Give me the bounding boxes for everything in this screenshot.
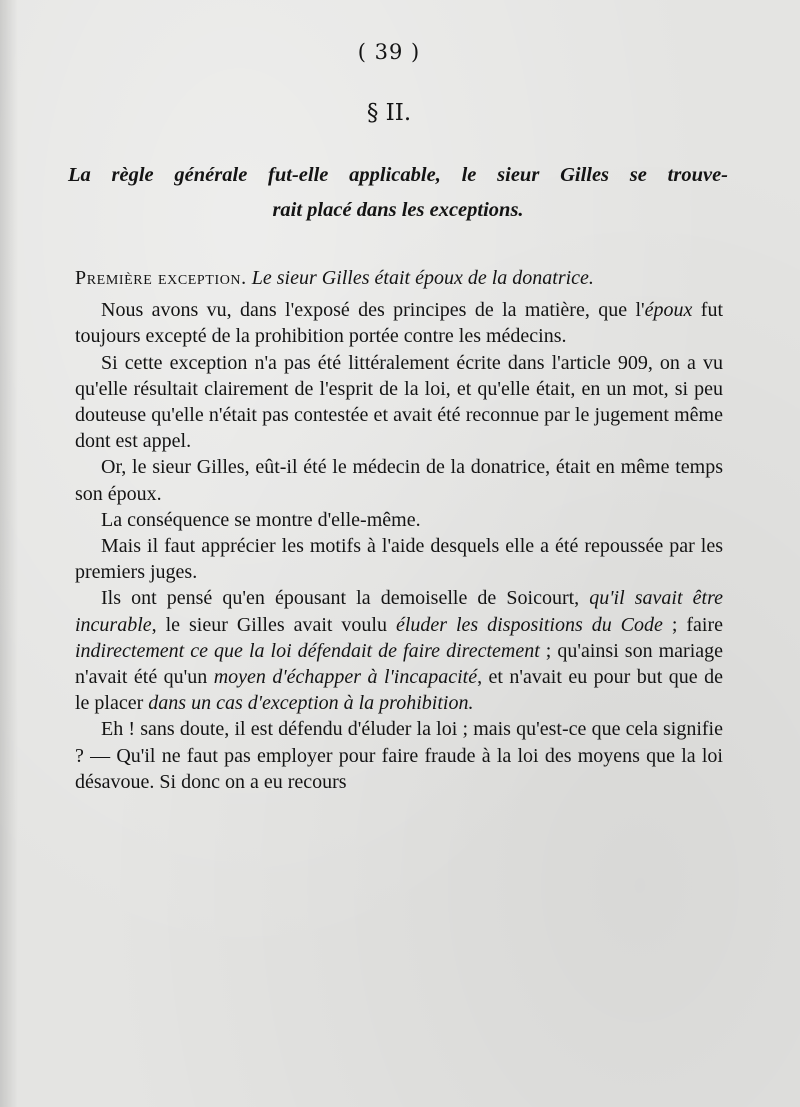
section-title-line-2: rait placé dans les exceptions. [272,199,524,221]
paragraph-text: ; qu'ainsi son mariage n'avait été qu'un [75,639,724,689]
emphasis-text: éluder les dispositions du Code [395,613,663,636]
exception-statement: Le sieur Gilles était époux de la donatrice. [246,267,594,289]
exception-label: Première exception. [75,267,247,289]
paragraph-text: ; faire [662,613,723,636]
paragraph-text: , et n'avait eu pour but que de le placer [75,666,723,715]
emphasis-text: dans un cas d'exception à la prohibition. [148,692,474,715]
emphasis-text: époux [644,299,693,322]
emphasis-text: moyen d'échapper à l'incapacité [213,666,478,689]
paragraph-text: , le sieur Gilles avait voulu [151,613,396,636]
paragraph: La conséquence se montre d'elle-même. [101,508,421,531]
paragraph: Or, le sieur Gilles, eût-il été le médecin de la donatrice, était en même temps son époux. [75,456,723,505]
paragraph [75,297,723,349]
paragraph: Eh ! sans doute, il est défendu d'éluder la loi ; mais qu'est-ce que cela signifie ? — Qu'il ne faut pas employer pour faire fraude à la loi des moyens que la loi désavoue. Si donc on a eu recours [75,718,723,793]
paragraph-text: fut toujours excepté de la prohibition portée contre les médecins. [75,299,723,348]
paragraph-first-exception [75,265,723,291]
page-shadow [0,0,18,1107]
paragraph: Mais il faut apprécier les motifs à l'aide desquels elle a été repoussée par les premiers juges. [75,535,723,584]
paragraph: Si cette exception n'a pas été littéralement écrite dans l'article 909, on a vu qu'elle résultait clairement de l'esprit de la loi, et qu'elle était, en un mot, si peu douteuse qu'elle n'était pas contestée et avait été reconnue par le jugement même dont est appel. [75,351,723,453]
emphasis-text: indirectement ce que la loi défendait de faire directement [75,639,540,662]
body-text [75,265,723,795]
paragraph-text: Nous avons vu, dans l'exposé des principes de la matière, que l' [101,299,645,322]
page-number: ( 39 ) [357,40,421,64]
section-heading: § II. [366,100,412,126]
paragraph [75,585,723,716]
emphasis-text: qu'il savait être incurable [75,587,723,636]
section-title [68,158,728,228]
paragraph-text: Ils ont pensé qu'en épousant la demoiselle de Soicourt, [101,587,590,610]
section-title-line-1: La règle générale fut-elle applicable, le sieur Gilles se trouve- [68,164,728,186]
